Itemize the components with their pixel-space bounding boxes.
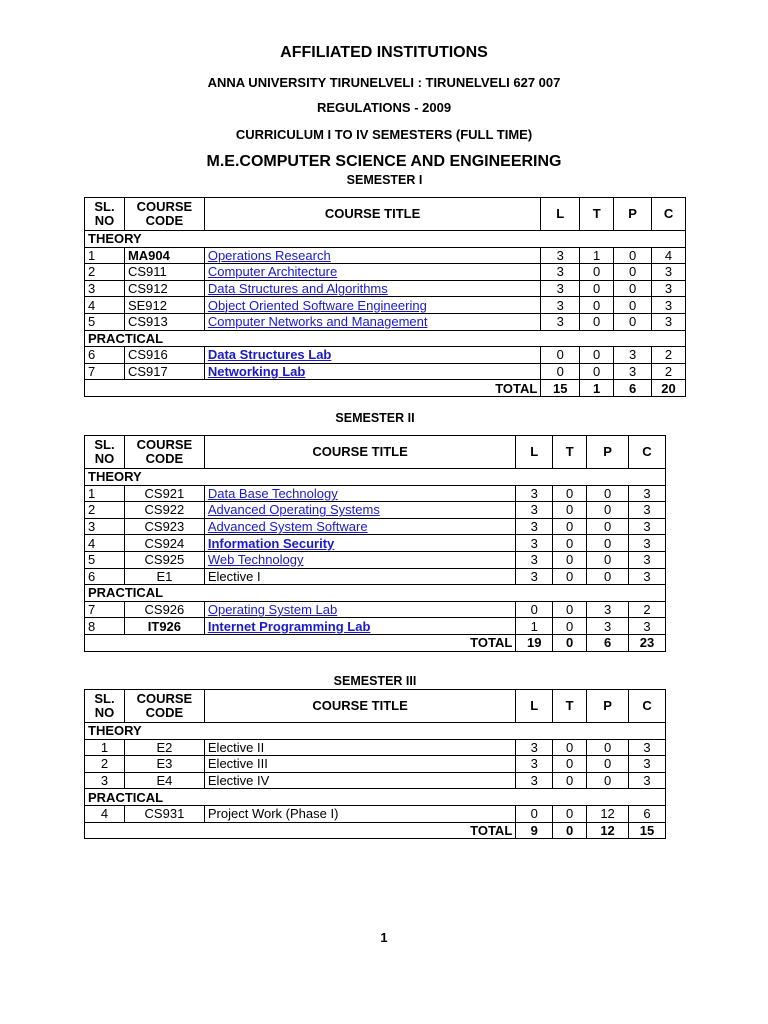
course-row xyxy=(85,313,686,330)
course-p: 3 xyxy=(614,363,652,380)
course-l: 0 xyxy=(541,347,580,364)
total-row xyxy=(85,822,666,839)
course-row xyxy=(85,280,686,297)
theory-section-label: THEORY xyxy=(85,231,686,248)
course-title-cell xyxy=(204,297,540,314)
course-sl: 4 xyxy=(85,535,125,552)
column-code-header: COURSE CODE xyxy=(124,436,204,469)
course-sl: 3 xyxy=(85,280,125,297)
total-l: 19 xyxy=(516,634,553,651)
course-row xyxy=(85,347,686,364)
total-p: 6 xyxy=(614,380,652,397)
course-c: 3 xyxy=(629,485,666,502)
column-t-header: T xyxy=(553,436,587,469)
course-c: 3 xyxy=(629,518,666,535)
course-l: 3 xyxy=(516,535,553,552)
course-l: 3 xyxy=(516,772,553,789)
course-l: 3 xyxy=(541,264,580,281)
course-l: 0 xyxy=(541,363,580,380)
course-l: 3 xyxy=(516,485,553,502)
course-row xyxy=(85,601,666,618)
course-c: 3 xyxy=(629,502,666,519)
course-p: 3 xyxy=(587,601,629,618)
course-row xyxy=(85,805,666,822)
course-code: CS916 xyxy=(124,347,204,364)
course-title-cell xyxy=(204,247,540,264)
course-sl: 6 xyxy=(85,347,125,364)
course-row xyxy=(85,297,686,314)
course-title-cell: Elective IV xyxy=(204,772,515,789)
course-p: 0 xyxy=(614,247,652,264)
course-code: E4 xyxy=(124,772,204,789)
course-row xyxy=(85,264,686,281)
course-sl: 3 xyxy=(85,518,125,535)
curriculum-line: CURRICULUM I TO IV SEMESTERS (FULL TIME) xyxy=(235,127,533,142)
semester-3-label: SEMESTER III xyxy=(333,674,417,688)
course-sl: 1 xyxy=(85,485,125,502)
course-t: 0 xyxy=(553,535,587,552)
course-row xyxy=(85,518,666,535)
course-sl: 2 xyxy=(85,756,125,773)
course-code: E2 xyxy=(124,739,204,756)
course-code: E1 xyxy=(124,568,204,585)
course-title-cell: Project Work (Phase I) xyxy=(204,805,515,822)
course-c: 6 xyxy=(629,805,666,822)
total-label: TOTAL xyxy=(85,822,516,839)
course-p: 0 xyxy=(587,551,629,568)
course-row xyxy=(85,535,666,552)
document-title: AFFILIATED INSTITUTIONS xyxy=(280,44,488,61)
course-c: 2 xyxy=(652,363,686,380)
course-p: 0 xyxy=(587,502,629,519)
course-p: 0 xyxy=(614,280,652,297)
course-sl: 1 xyxy=(85,739,125,756)
column-c-header: C xyxy=(652,198,686,231)
course-sl: 2 xyxy=(85,264,125,281)
course-l: 3 xyxy=(516,518,553,535)
course-title-cell xyxy=(204,518,515,535)
course-code: CS923 xyxy=(124,518,204,535)
course-title-cell xyxy=(204,363,540,380)
theory-section-label: THEORY xyxy=(85,723,666,740)
column-sl-header: SL. NO xyxy=(85,436,125,469)
course-t: 0 xyxy=(553,601,587,618)
total-label: TOTAL xyxy=(85,634,516,651)
semester-3-table xyxy=(84,689,666,839)
column-l-header: L xyxy=(516,436,553,469)
course-p: 0 xyxy=(614,297,652,314)
university-name: ANNA UNIVERSITY TIRUNELVELI : TIRUNELVELI 627 007 xyxy=(207,75,561,90)
course-c: 3 xyxy=(629,551,666,568)
course-title-cell xyxy=(204,618,515,635)
column-code-header: COURSE CODE xyxy=(124,690,204,723)
total-l: 15 xyxy=(541,380,580,397)
course-code: IT926 xyxy=(124,618,204,635)
course-code: CS926 xyxy=(124,601,204,618)
semester-1-label: SEMESTER I xyxy=(346,173,423,187)
column-l-header: L xyxy=(541,198,580,231)
course-sl: 4 xyxy=(85,805,125,822)
total-row xyxy=(85,380,686,397)
course-c: 3 xyxy=(629,772,666,789)
course-c: 2 xyxy=(629,601,666,618)
course-title-cell xyxy=(204,551,515,568)
course-row xyxy=(85,551,666,568)
course-c: 3 xyxy=(652,313,686,330)
practical-section-label: PRACTICAL xyxy=(85,789,666,806)
course-sl: 6 xyxy=(85,568,125,585)
regulations-line: REGULATIONS - 2009 xyxy=(316,100,452,115)
total-p: 6 xyxy=(587,634,629,651)
course-row xyxy=(85,756,666,773)
semester-2-table xyxy=(84,435,666,652)
total-label: TOTAL xyxy=(85,380,541,397)
program-title: M.E.COMPUTER SCIENCE AND ENGINEERING xyxy=(206,153,562,170)
course-c: 3 xyxy=(629,618,666,635)
course-l: 3 xyxy=(516,739,553,756)
course-title-link[interactable]: Web Technology xyxy=(207,552,304,568)
column-p-header: P xyxy=(587,690,629,723)
total-c: 20 xyxy=(652,380,686,397)
course-title-cell xyxy=(204,601,515,618)
column-l-header: L xyxy=(516,690,553,723)
course-p: 3 xyxy=(614,347,652,364)
course-row xyxy=(85,568,666,585)
course-sl: 4 xyxy=(85,297,125,314)
course-title-link[interactable]: Operating System Lab xyxy=(207,602,338,618)
course-title-cell xyxy=(204,264,540,281)
course-row xyxy=(85,247,686,264)
course-row xyxy=(85,618,666,635)
course-title-cell xyxy=(204,485,515,502)
course-p: 12 xyxy=(587,805,629,822)
course-title-cell xyxy=(204,535,515,552)
course-t: 0 xyxy=(580,363,614,380)
total-p: 12 xyxy=(587,822,629,839)
course-code: E3 xyxy=(124,756,204,773)
course-title-link[interactable]: Networking Lab xyxy=(207,364,306,380)
course-l: 3 xyxy=(516,756,553,773)
course-p: 0 xyxy=(587,518,629,535)
course-code: SE912 xyxy=(124,297,204,314)
course-t: 0 xyxy=(580,347,614,364)
course-c: 3 xyxy=(629,568,666,585)
course-title-cell: Elective I xyxy=(204,568,515,585)
course-t: 0 xyxy=(553,772,587,789)
column-p-header: P xyxy=(587,436,629,469)
column-t-header: T xyxy=(553,690,587,723)
course-p: 0 xyxy=(614,313,652,330)
table-header-row xyxy=(85,690,666,723)
course-p: 0 xyxy=(587,535,629,552)
course-title-link[interactable]: Operations Research xyxy=(207,247,331,263)
course-code: CS931 xyxy=(124,805,204,822)
course-title-link[interactable]: Object Oriented Software Engineering xyxy=(207,297,427,313)
course-row xyxy=(85,363,686,380)
course-p: 0 xyxy=(587,568,629,585)
course-p: 3 xyxy=(587,618,629,635)
course-sl: 7 xyxy=(85,601,125,618)
column-p-header: P xyxy=(614,198,652,231)
course-t: 0 xyxy=(553,518,587,535)
course-title-link[interactable]: Computer Architecture xyxy=(207,264,338,280)
course-title-cell xyxy=(204,347,540,364)
column-title-header: COURSE TITLE xyxy=(204,198,540,231)
course-title-link[interactable]: Advanced System Software xyxy=(207,519,368,535)
course-code: MA904 xyxy=(124,247,204,264)
course-title-cell xyxy=(204,502,515,519)
practical-section-label: PRACTICAL xyxy=(85,330,686,347)
course-title-link[interactable]: Data Base Technology xyxy=(207,485,338,501)
course-t: 0 xyxy=(553,551,587,568)
column-title-header: COURSE TITLE xyxy=(204,436,515,469)
page-number: 1 xyxy=(380,930,388,945)
total-t: 0 xyxy=(553,634,587,651)
course-t: 0 xyxy=(553,618,587,635)
table-header-row xyxy=(85,198,686,231)
course-code: CS921 xyxy=(124,485,204,502)
theory-section xyxy=(85,469,666,486)
course-c: 3 xyxy=(652,297,686,314)
course-t: 0 xyxy=(580,280,614,297)
practical-section-label: PRACTICAL xyxy=(85,585,666,602)
course-title-cell xyxy=(204,280,540,297)
course-t: 0 xyxy=(553,485,587,502)
course-code: CS917 xyxy=(124,363,204,380)
course-sl: 5 xyxy=(85,551,125,568)
total-c: 23 xyxy=(629,634,666,651)
theory-section xyxy=(85,231,686,248)
column-t-header: T xyxy=(580,198,614,231)
theory-section-label: THEORY xyxy=(85,469,666,486)
course-t: 0 xyxy=(553,502,587,519)
course-title-cell: Elective III xyxy=(204,756,515,773)
course-title-cell: Elective II xyxy=(204,739,515,756)
course-title-link[interactable]: Information Security xyxy=(207,535,335,551)
course-title-link[interactable]: Advanced Operating Systems xyxy=(207,502,380,518)
course-t: 0 xyxy=(580,313,614,330)
practical-section xyxy=(85,789,666,806)
course-l: 0 xyxy=(516,805,553,822)
course-c: 3 xyxy=(652,264,686,281)
table-header-row xyxy=(85,436,666,469)
course-title-link[interactable]: Data Structures Lab xyxy=(207,347,332,363)
course-c: 3 xyxy=(629,535,666,552)
course-sl: 7 xyxy=(85,363,125,380)
course-title-link[interactable]: Computer Networks and Management xyxy=(207,314,428,330)
practical-section xyxy=(85,330,686,347)
total-row xyxy=(85,634,666,651)
course-sl: 8 xyxy=(85,618,125,635)
course-l: 3 xyxy=(541,297,580,314)
semester-2-label: SEMESTER II xyxy=(335,411,415,425)
course-p: 0 xyxy=(587,772,629,789)
total-l: 9 xyxy=(516,822,553,839)
course-code: CS924 xyxy=(124,535,204,552)
course-title-link[interactable]: Data Structures and Algorithms xyxy=(207,281,388,297)
column-c-header: C xyxy=(629,690,666,723)
course-code: CS925 xyxy=(124,551,204,568)
course-code: CS911 xyxy=(124,264,204,281)
column-code-header: COURSE CODE xyxy=(124,198,204,231)
course-p: 0 xyxy=(614,264,652,281)
course-p: 0 xyxy=(587,485,629,502)
course-l: 3 xyxy=(541,313,580,330)
course-sl: 2 xyxy=(85,502,125,519)
course-code: CS922 xyxy=(124,502,204,519)
column-sl-header: SL. NO xyxy=(85,690,125,723)
course-l: 1 xyxy=(516,618,553,635)
course-c: 3 xyxy=(652,280,686,297)
course-c: 3 xyxy=(629,739,666,756)
column-title-header: COURSE TITLE xyxy=(204,690,515,723)
course-c: 4 xyxy=(652,247,686,264)
course-t: 0 xyxy=(553,568,587,585)
course-row xyxy=(85,485,666,502)
course-t: 0 xyxy=(553,805,587,822)
course-sl: 3 xyxy=(85,772,125,789)
course-sl: 1 xyxy=(85,247,125,264)
course-sl: 5 xyxy=(85,313,125,330)
course-l: 3 xyxy=(516,502,553,519)
column-c-header: C xyxy=(629,436,666,469)
course-c: 3 xyxy=(629,756,666,773)
course-t: 0 xyxy=(553,739,587,756)
course-l: 3 xyxy=(516,568,553,585)
course-t: 1 xyxy=(580,247,614,264)
practical-section xyxy=(85,585,666,602)
course-l: 0 xyxy=(516,601,553,618)
course-l: 3 xyxy=(516,551,553,568)
course-row xyxy=(85,772,666,789)
course-title-cell xyxy=(204,313,540,330)
course-t: 0 xyxy=(580,297,614,314)
total-t: 0 xyxy=(553,822,587,839)
course-t: 0 xyxy=(553,756,587,773)
course-l: 3 xyxy=(541,247,580,264)
total-t: 1 xyxy=(580,380,614,397)
theory-section xyxy=(85,723,666,740)
course-c: 2 xyxy=(652,347,686,364)
course-l: 3 xyxy=(541,280,580,297)
course-t: 0 xyxy=(580,264,614,281)
semester-1-table xyxy=(84,197,686,397)
course-code: CS912 xyxy=(124,280,204,297)
course-title-link[interactable]: Internet Programming Lab xyxy=(207,618,371,634)
course-p: 0 xyxy=(587,756,629,773)
course-row xyxy=(85,739,666,756)
column-sl-header: SL. NO xyxy=(85,198,125,231)
course-p: 0 xyxy=(587,739,629,756)
course-code: CS913 xyxy=(124,313,204,330)
course-row xyxy=(85,502,666,519)
total-c: 15 xyxy=(629,822,666,839)
